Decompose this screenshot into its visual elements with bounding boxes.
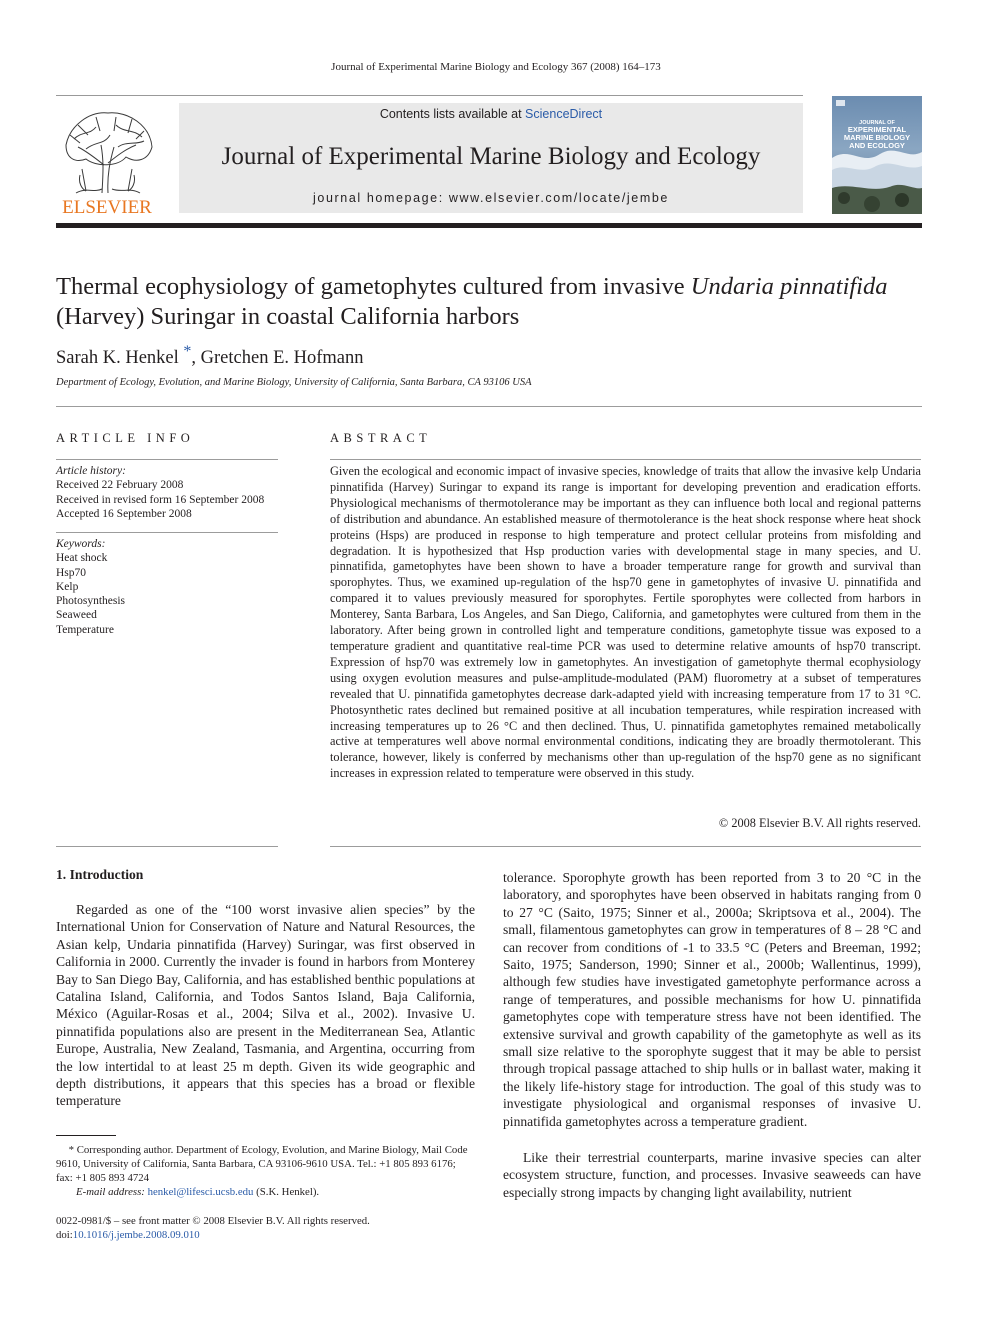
section-heading-introduction: 1. Introduction (56, 867, 144, 882)
abstract-bottom-rule (330, 846, 921, 847)
title-divider (56, 406, 922, 407)
email-suffix: (S.K. Henkel). (253, 1186, 320, 1198)
keyword-item: Kelp (56, 580, 79, 593)
intro-right-paragraph-2: Like their terrestrial counterparts, marine invasive species can alter ecosystem structure, function, and processes. Invasive seaweeds can have especially strong impacts by changing light availability, nutrient (503, 1150, 921, 1200)
running-head: Journal of Experimental Marine Biology and Ecology 367 (2008) 164–173 (331, 61, 661, 73)
title-part1: Thermal ecophysiology of gametophytes cultured from invasive (56, 273, 691, 300)
journal-title: Journal of Experimental Marine Biology and Ecology (221, 143, 761, 170)
abstract-copyright: © 2008 Elsevier B.V. All rights reserved. (718, 816, 921, 830)
history-revised: Received in revised form 16 September 2008 (56, 493, 265, 506)
journal-cover[interactable] (832, 96, 922, 214)
email-link[interactable]: henkel@lifesci.ucsb.edu (147, 1186, 254, 1198)
author-list (56, 343, 364, 369)
journal-banner (179, 103, 803, 213)
issn-line: 0022-0981/$ – see front matter © 2008 Elsevier B.V. All rights reserved. (56, 1215, 370, 1227)
doi-line (56, 1228, 200, 1242)
footnote-email (76, 1185, 476, 1199)
cover-title-line2: EXPERIMENTAL (847, 125, 907, 134)
article-info-heading: ARTICLE INFO (56, 431, 195, 445)
contents-prefix: Contents lists available at (379, 107, 526, 121)
banner-top-rule (56, 95, 803, 96)
keyword-item: Temperature (56, 623, 114, 636)
article-title (56, 272, 926, 332)
title-part2: (Harvey) Suringar in coastal California harbors (56, 303, 520, 330)
abstract-text: Given the ecological and economic impact of invasive species, knowledge of traits that allow the invasive kelp Undaria pinnatifida (Harvey) Suringar to expand its range is important for developing prevention and eradication efforts. Physiological mechanisms of thermotolerance may be important as they can influence both local and regional patterns of distribution and abundance. An established measure of thermotolerance is the heat shock response where heat shock proteins (Hsps) are produced in response to high temperature and protect cellular proteins from misfolding and degradation. It is hypothesized that Hsp production varies with developmental stage in many species, and U. pinnatifida, gametophytes have been shown to have a broader temperature range for growth and survival than sporophytes. Thus, we examined up-regulation of the hsp70 gene in gametophytes of invasive U. pinnatifida and compared it to values previously measured for sporophytes. Fertile sporophytes were collected from harbors in Monterey, Santa Barbara, Los Angeles, and San Diego, California, and gametophytes were cultured from them in the laboratory. After being grown in controlled light and temperature conditions, gametophyte tissue was exposed to a temperature gradient and quantitative real-time PCR was used to determine relative amounts of hsp70 transcript. Expression of hsp70 was extremely low in gametophytes. An investigation of gametophyte thermal ecophysiology using oxygen evolution measures and pulse-amplitude-modulated (PAM) fluorometry at a subset of temperatures revealed that U. pinnatifida gametophytes decrease dark-adapted yield with increasing temperature from 17 to 31 °C. Photosynthetic rates declined but remained positive at all incubation temperatures, while respiration increased with increasing temperatures up to 26 °C and then declined. Thus, U. pinnatifida gametophytes remained metabolically active at temperatures well above normal environmental conditions, indicating they are broadly thermotolerant. This tolerance, however, likely is conferred by mechanisms other than up-regulation of the hsp70 gene as no significant increases in expression related to temperature were observed in this study. (330, 464, 921, 781)
header-rule (56, 223, 922, 228)
cover-title-line4: AND ECOLOGY (849, 141, 905, 150)
cover-title-line3: MARINE BIOLOGY (843, 133, 911, 142)
footnote-rule (56, 1135, 116, 1136)
footnote-mark: * (68, 1144, 74, 1156)
history-received: Received 22 February 2008 (56, 479, 184, 492)
intro-right-paragraph-1: tolerance. Sporophyte growth has been reported from 3 to 20 °C in the laboratory, and sporophytes have been observed in habitats ranging from 0 to 27 °C (Saito, 1975; Sinner et al., 2000a; Skriptsova et al., 2004). The small, filamentous gametophytes can grow in temperatures of 8 – 28 °C and can recover from conditions of -1 to 33.5 °C (Peters and Breeman, 1992; Saito, 1975; Sanderson, 1990; Sinner et al., 2000b; Wallentinus, 1999), although few studies have investigated gametophyte performance across a range of temperatures, and possible mechanisms for how U. pinnatifida gametophytes cope with temperature stress have not been identified. The extensive survival and growth capability of the gametophyte as well as its small size relative to the sporophyte suggest that it may be able to persist through tropical passage attached to ship hulls or in ballast water, making it the likely life-history stage for introduction. The goal of this study was to investigate physiological and organismal responses of invasive U. pinnatifida gametophytes across a temperature gradient. (503, 870, 921, 1129)
intro-left-paragraph: Regarded as one of the “100 worst invasive alien species” by the International Union for Conservation of Nature and Natural Resources, the Asian kelp, Undaria pinnatifida (Harvey) Suringar, was first observed in California in 2000. Currently the invader is found in harbors from Monterey Bay to San Diego Bay, California, and has established benthic populations at Catalina Island, California, and Todos Santos Island, Baja California, México (Aguilar-Rosas et al., 2004; Silva et al., 2002). Invasive U. pinnatifida populations also are present in the Mediterranean Sea, Atlantic Europe, Australia, New Zealand, Tasmania, and Argentina, occurring from the low intertidal to at least 25 m depth. Given its wide geographic and depth distributions, it appears that this species has a broad or flexible temperature (56, 902, 475, 1109)
elsevier-wordmark: ELSEVIER (62, 197, 152, 217)
keyword-item: Seaweed (56, 609, 97, 622)
doi-link[interactable]: 10.1016/j.jembe.2008.09.010 (72, 1229, 200, 1241)
author-hofmann[interactable]: Gretchen E. Hofmann (200, 348, 364, 369)
history-accepted: Accepted 16 September 2008 (56, 507, 192, 520)
elsevier-tree-icon (56, 105, 158, 217)
keyword-item: Photosynthesis (56, 595, 126, 608)
affiliation: Department of Ecology, Evolution, and Marine Biology, University of California, Santa Barbara, CA 93106 USA (56, 377, 532, 388)
author-henkel[interactable]: Sarah K. Henkel (56, 348, 179, 369)
footnote-text: Corresponding author. Department of Ecology, Evolution, and Marine Biology, Mail Code 9610, University of California, Santa Barbara, CA 93106-9610 USA. Tel.: +1 805 893 6176; fax: +1 805 893 4724 (56, 1144, 468, 1184)
abstract-heading: ABSTRACT (330, 431, 432, 445)
article-info-rule (56, 459, 278, 460)
article-info-bottom-rule (56, 846, 278, 847)
keyword-item: Hsp70 (56, 566, 87, 579)
cover-title-line1: JOURNAL OF (859, 120, 895, 126)
abstract-rule (330, 459, 921, 460)
email-label: E-mail address: (76, 1186, 145, 1198)
corresponding-author-mark[interactable]: * (183, 343, 192, 360)
cover-image (832, 96, 922, 214)
title-species: Undaria pinnatifida (690, 273, 888, 300)
journal-homepage[interactable]: journal homepage: www.elsevier.com/locate/jembe (313, 191, 669, 205)
article-history (56, 464, 278, 521)
sciencedirect-link[interactable]: ScienceDirect (525, 107, 603, 121)
corresponding-footnote (56, 1143, 475, 1185)
keywords-label: Keywords: (56, 538, 106, 550)
article-history-label: Article history: (56, 465, 126, 477)
keywords (56, 537, 278, 637)
author-separator: , (191, 348, 201, 369)
doi-prefix: doi: (56, 1229, 73, 1241)
keyword-item: Heat shock (56, 552, 108, 565)
keywords-rule (56, 532, 278, 533)
elsevier-logo[interactable] (56, 105, 158, 217)
contents-line (179, 107, 803, 121)
